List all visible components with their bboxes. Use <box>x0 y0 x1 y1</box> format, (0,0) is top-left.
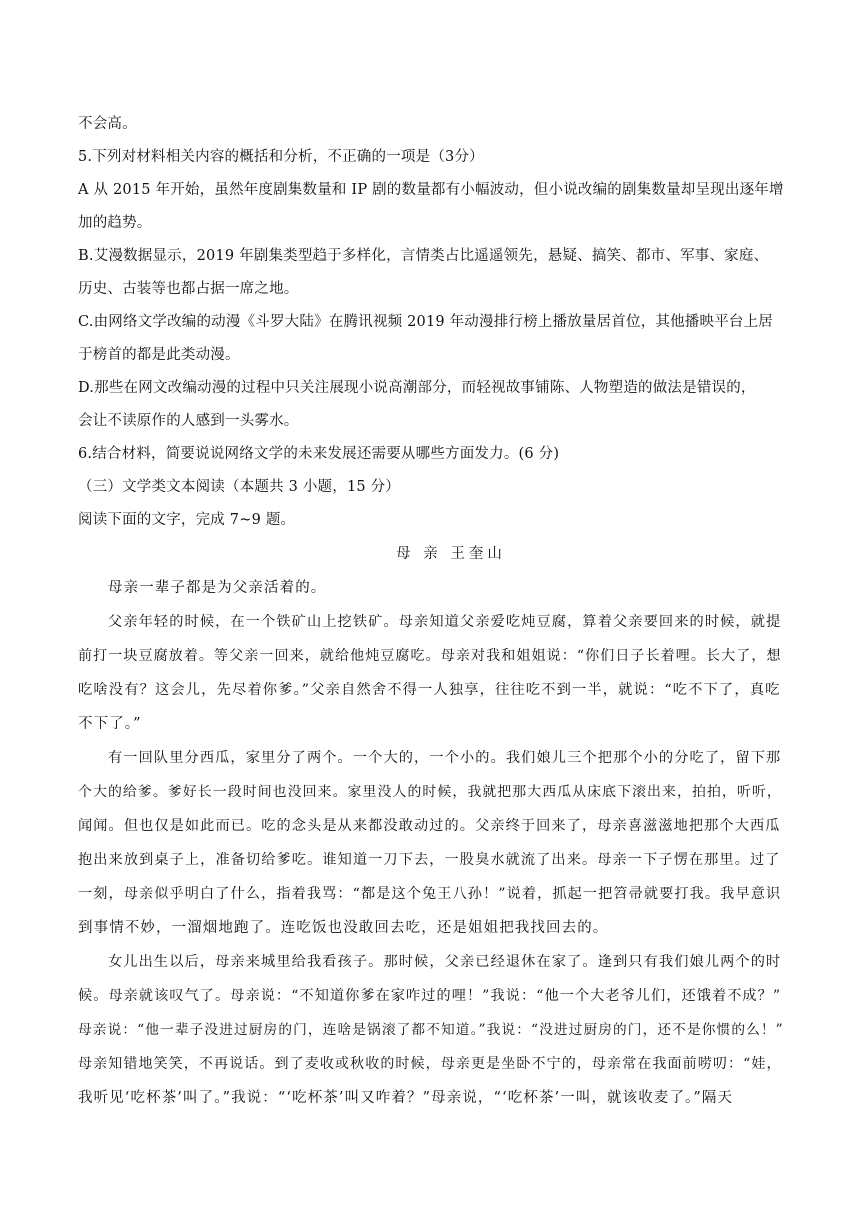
option-c-line-1: C.由网络文学改编的动漫《斗罗大陆》在腾讯视频 2019 年动漫排行榜上播放量居首位，其他播映平台上居 <box>78 314 774 330</box>
story-body <box>78 571 784 1115</box>
exam-page <box>78 108 784 1115</box>
story-paragraph-2-line-4: 不下了。” <box>78 716 142 732</box>
story-paragraph-4-line-4: 母亲知错地笑笑，不再说话。到了麦收或秋收的时候，母亲更是坐卧不宁的，母亲常在我面前唠叨：“娃， <box>78 1056 782 1072</box>
story-paragraph-3-line-6: 到事情不妙，一溜烟地跑了。连吃饭也没敢回去吃，还是姐姐把我找回去的。 <box>78 920 609 936</box>
option-d-line-2: 会让不读原作的人感到一头雾水。 <box>78 413 299 429</box>
story-paragraph-2-line-1: 父亲年轻的时候，在一个铁矿山上挖铁矿。母亲知道父亲爱吃炖豆腐，算着父亲要回来的时候，就提 <box>108 614 782 630</box>
section-3-heading: （三）文学类文本阅读（本题共 3 小题，15 分） <box>78 479 401 495</box>
option-d-line-1: D.那些在网文改编动漫的过程中只关注展现小说高潮部分，而轻视故事铺陈、人物塑造的做法是错误的， <box>78 380 756 396</box>
option-b-line-1: B.艾漫数据显示，2019 年剧集类型趋于多样化，言情类占比遥遥领先，悬疑、搞笑、都市、军事、家庭、 <box>78 248 769 264</box>
story-paragraph-4-line-1: 女儿出生以后，母亲来城里给我看孩子。那时候，父亲已经退休在家了。逢到只有我们娘儿两个的时 <box>108 954 782 970</box>
story-paragraph-3-line-4: 抱出来放到桌子上，准备切给爹吃。谁知道一刀下去，一股臭水就流了出来。母亲一下子愣在那里。过了 <box>78 852 781 868</box>
question-6: 6.结合材料，简要说说网络文学的未来发展还需要从哪些方面发力。(6 分) <box>78 446 560 462</box>
story-paragraph-3-line-1: 有一回队里分西瓜，家里分了两个。一个大的，一个小的。我们娘儿三个把那个小的分吃了，留下那 <box>108 750 782 766</box>
continuation-text: 不会高。 <box>78 116 137 132</box>
reading-instruction: 阅读下面的文字，完成 7~9 题。 <box>78 512 296 528</box>
story-paragraph-4-line-2: 候。母亲就该叹气了。母亲说：“不知道你爹在家咋过的哩！”我说：“他一个大老爷儿们，还饿着不成？” <box>78 988 782 1004</box>
story-paragraph-3-line-5: 一刻，母亲似乎明白了什么，指着我骂：“都是这个兔王八孙！”说着，抓起一把笤帚就要打我。我早意识 <box>78 886 782 902</box>
story-paragraph-1: 母亲一辈子都是为父亲活着的。 <box>108 580 327 596</box>
story-paragraph-2-line-2: 前打一块豆腐放着。等父亲一回来，就给他炖豆腐吃。母亲对我和姐姐说：“你们日子长着哩。长大了，想 <box>78 648 782 664</box>
story-paragraph-3-line-3: 闻闻。但也仅是如此而已。吃的念头是从来都没敢动过的。父亲终于回来了，母亲喜滋滋地把那个大西瓜 <box>78 818 781 834</box>
story-paragraph-2-line-3: 吃啥没有？这会儿，先尽着你爹。”父亲自然舍不得一人独享，往往吃不到一半，就说：“吃不下了，真吃 <box>78 682 781 698</box>
story-title: 母 亲 王奎山 <box>396 546 506 562</box>
story-paragraph-4-line-3: 母亲说：“他一辈子没进过厨房的门，连啥是锅滚了都不知道。”我说：“没进过厨房的门，还不是你惯的么！” <box>78 1022 784 1038</box>
question-5-stem: 5.下列对材料相关内容的概括和分析，不正确的一项是（3分） <box>78 149 484 165</box>
story-paragraph-3-line-2: 个大的给爹。爹好长一段时间也没回来。家里没人的时候，我就把那大西瓜从床底下滚出来，拍拍，听听， <box>78 784 782 800</box>
option-a-line-1: A 从 2015 年开始，虽然年度剧集数量和 IP 剧的数量都有小幅波动，但小说改编的剧集数量却呈现出逐年增 <box>78 182 784 198</box>
story-paragraph-4-line-5: 我听见‘吃杯茶’叫了。”我说：“‘吃杯茶’叫又咋着？”母亲说，“‘吃杯茶’一叫，就该收麦了。”隔天 <box>78 1090 734 1106</box>
option-c-line-2: 于榜首的都是此类动漫。 <box>78 347 240 363</box>
option-b-line-2: 历史、古装等也都占据一席之地。 <box>78 281 299 297</box>
option-a-line-2: 加的趋势。 <box>78 215 152 231</box>
